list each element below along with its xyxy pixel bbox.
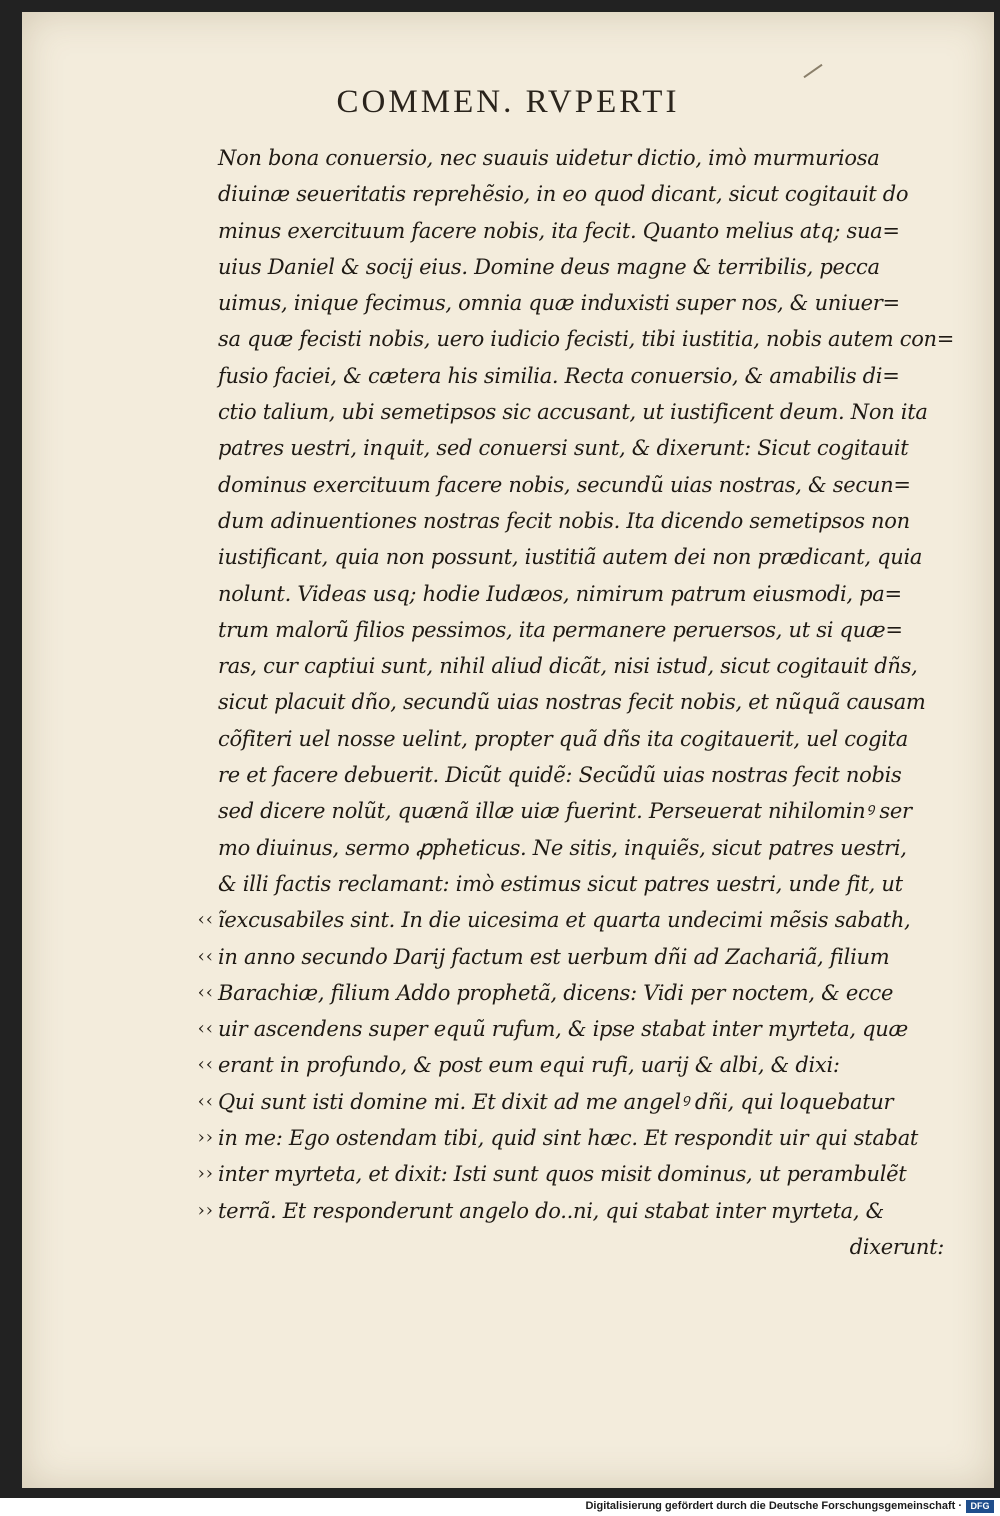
text-line [197, 902, 958, 938]
margin-quote-mark: ‹‹ [197, 945, 214, 967]
text-line [197, 975, 958, 1011]
text-line [218, 721, 958, 757]
line-text: sicut placuit dño, secundũ uias nostras fecit nobis, et nũquã causam [218, 690, 926, 715]
line-text: cõfiteri uel nosse uelint, propter quã dñs ita cogitauerit, uel cogita [218, 726, 909, 751]
margin-quote-mark: ›› [197, 1127, 214, 1149]
line-text: nolunt. Videas usq; hodie Iudæos, nimirum patrum eiusmodi, pa= [218, 581, 902, 606]
line-text: minus exercituum facere nobis, ita fecit. Quanto melius atq; sua= [218, 218, 900, 243]
text-line [218, 176, 958, 212]
text-line [218, 648, 958, 684]
text-line [218, 503, 958, 539]
text-line [218, 140, 958, 176]
text-line [197, 1193, 958, 1229]
page-corner-mark [803, 64, 822, 78]
line-text: erant in profundo, & post eum equi rufi, uarij & albi, & dixi: [218, 1053, 840, 1078]
text-line [218, 793, 958, 829]
text-line [197, 1047, 958, 1083]
text-line [197, 1120, 958, 1156]
margin-quote-mark: ›› [197, 1163, 214, 1185]
line-text: Barachiæ, filium Addo prophetã, dicens: Vidi per noctem, & ecce [218, 980, 894, 1005]
text-line [218, 213, 958, 249]
line-text: sa quæ fecisti nobis, uero iudicio fecisti, tibi iustitia, nobis autem con= [218, 327, 955, 352]
text-line [218, 757, 958, 793]
line-text: Qui sunt isti domine mi. Et dixit ad me angelꝰ dñi, qui loquebatur [218, 1089, 894, 1114]
text-line [218, 394, 958, 430]
dfg-logo: DFG [966, 1500, 994, 1513]
line-text: in anno secundo Darij factum est uerbum dñi ad Zachariã, filium [218, 944, 890, 969]
line-text: fusio faciei, & cætera his similia. Recta conuersio, & amabilis di= [218, 363, 900, 388]
margin-quote-mark: ‹‹ [197, 1054, 214, 1076]
text-line [218, 612, 958, 648]
text-line [218, 684, 958, 720]
line-text: terrã. Et responderunt angelo do..ni, qui stabat inter myrteta, & [218, 1198, 884, 1223]
text-line [218, 430, 958, 466]
line-text: mo diuinus, sermo ꝓpheticus. Ne sitis, inquiẽs, sicut patres uestri, [218, 835, 907, 860]
line-text: ctio talium, ubi semetipsos sic accusant, ut iustificent deum. Non ita [218, 400, 928, 425]
line-text: ĩexcusabiles sint. In die uicesima et quarta undecimi mẽsis sabath, [218, 908, 911, 933]
line-text: dixerunt: [849, 1234, 944, 1259]
line-text: uimus, inique fecimus, omnia quæ induxisti super nos, & uniuer= [218, 291, 900, 316]
line-text: Non bona conuersio, nec suauis uidetur dictio, imò murmuriosa [218, 146, 880, 170]
margin-quote-mark: ‹‹ [197, 1018, 214, 1040]
line-text: trum malorũ filios pessimos, ita permanere peruersos, ut si quæ= [218, 617, 903, 642]
line-text: uius Daniel & socij eius. Domine deus magne & terribilis, pecca [218, 254, 880, 279]
line-text: dominus exercituum facere nobis, secundũ uias nostras, & secun= [218, 472, 911, 497]
line-text: inter myrteta, et dixit: Isti sunt quos misit dominus, ut perambulẽt [218, 1162, 907, 1187]
text-line [197, 1011, 958, 1047]
text-line [218, 1229, 958, 1265]
line-text: re et facere debuerit. Dicũt quidẽ: Secũdũ uias nostras fecit nobis [218, 763, 902, 788]
line-text: & illi factis reclamant: imò estimus sicut patres uestri, unde fit, ut [218, 871, 903, 896]
line-text: iustificant, quia non possunt, iustitiã autem dei non prædicant, quia [218, 545, 923, 570]
margin-quote-mark: ‹‹ [197, 981, 214, 1003]
line-text: dum adinuentiones nostras fecit nobis. Ita dicendo semetipsos non [218, 508, 910, 533]
digitization-credit: Digitalisierung gefördert durch die Deutsche Forschungsgemeinschaft · [585, 1500, 962, 1512]
book-page [22, 12, 994, 1488]
line-text: ras, cur captiui sunt, nihil aliud dicãt, nisi istud, sicut cogitauit dñs, [218, 654, 918, 679]
margin-quote-mark: ‹‹ [197, 1090, 214, 1112]
text-line [218, 467, 958, 503]
text-line [197, 1156, 958, 1192]
text-line [218, 358, 958, 394]
text-line [218, 285, 958, 321]
page-body-text [197, 140, 958, 1265]
line-text: uir ascendens super equũ rufum, & ipse stabat inter myrteta, quæ [218, 1017, 908, 1042]
line-text: sed dicere nolũt, quænã illæ uiæ fuerint. Perseuerat nihilominꝰ ser [218, 799, 912, 824]
line-text: in me: Ego ostendam tibi, quid sint hæc. Et respondit uir qui stabat [218, 1126, 919, 1151]
text-line [218, 830, 958, 866]
text-line [218, 249, 958, 285]
text-line [197, 1084, 958, 1120]
line-text: patres uestri, inquit, sed conuersi sunt, & dixerunt: Sicut cogitauit [218, 436, 909, 461]
text-line [218, 866, 958, 902]
running-title: COMMEN. RVPERTI [336, 84, 680, 120]
text-line [218, 539, 958, 575]
margin-quote-mark: ‹‹ [197, 909, 214, 931]
text-line [197, 939, 958, 975]
text-line [218, 576, 958, 612]
margin-quote-mark: ›› [197, 1199, 214, 1221]
line-text: diuinæ seueritatis reprehẽsio, in eo quod dicant, sicut cogitauit do [218, 182, 909, 207]
text-line [218, 321, 958, 357]
